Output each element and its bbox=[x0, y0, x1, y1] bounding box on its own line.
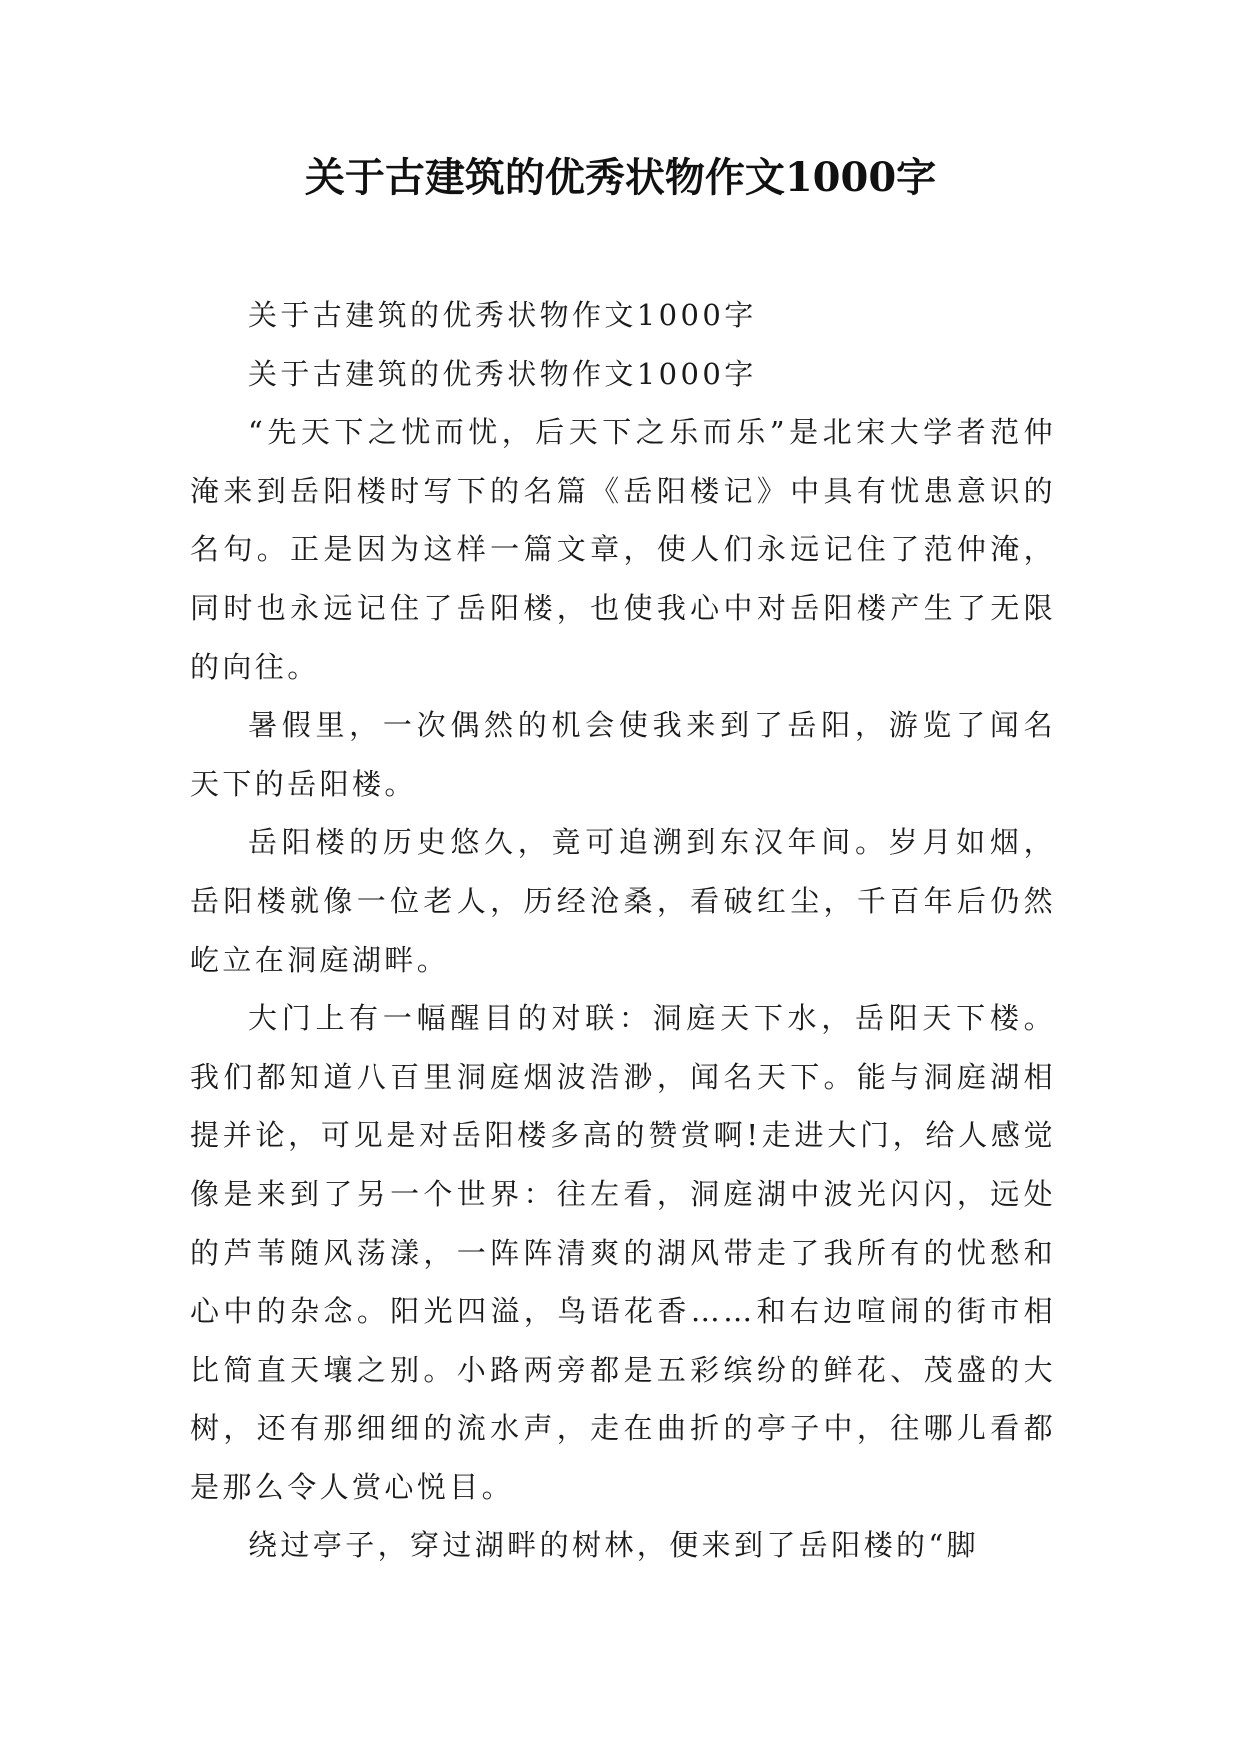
body-paragraph: 岳阳楼的历史悠久，竟可追溯到东汉年间。岁月如烟，岳阳楼就像一位老人，历经沧桑，看破红尘，千百年后仍然屹立在洞庭湖畔。 bbox=[190, 825, 1056, 977]
body-paragraph: 暑假里，一次偶然的机会使我来到了岳阳，游览了闻名天下的岳阳楼。 bbox=[190, 708, 1056, 801]
body-paragraph: 关于古建筑的优秀状物作文1000字 bbox=[248, 298, 757, 332]
body-paragraph: 关于古建筑的优秀状物作文1000字 bbox=[248, 356, 757, 391]
body-paragraph: 绕过亭子，穿过湖畔的树林，便来到了岳阳楼的“脚 bbox=[248, 1528, 980, 1563]
document-body bbox=[190, 286, 1056, 1575]
body-paragraph: 大门上有一幅醒目的对联：洞庭天下水，岳阳天下楼。我们都知道八百里洞庭烟波浩渺，闻名天下。能与洞庭湖相提并论，可见是对岳阳楼多高的赞赏啊!走进大门，给人感觉像是来到了另一个世界：往左看，洞庭湖中波光闪闪，远处的芦苇随风荡漾，一阵阵清爽的湖风带走了我所有的忧愁和心中的杂念。阳光四溢，鸟语花香……和右边喧闹的街市相比简直天壤之别。小路两旁都是五彩缤纷的鲜花、茂盛的大树，还有那细细的流水声，走在曲折的亭子中，往哪儿看都是那么令人赏心悦目。 bbox=[190, 1001, 1056, 1504]
body-paragraph: “先天下之忧而忧，后天下之乐而乐”是北宋大学者范仲淹来到岳阳楼时写下的名篇《岳阳楼记》中具有忧患意识的名句。正是因为这样一篇文章，使人们永远记住了范仲淹，同时也永远记住了岳阳楼，也使我心中对岳阳楼产生了无限的向往。 bbox=[190, 415, 1056, 684]
document-title: 关于古建筑的优秀状物作文1000字 bbox=[304, 154, 937, 201]
